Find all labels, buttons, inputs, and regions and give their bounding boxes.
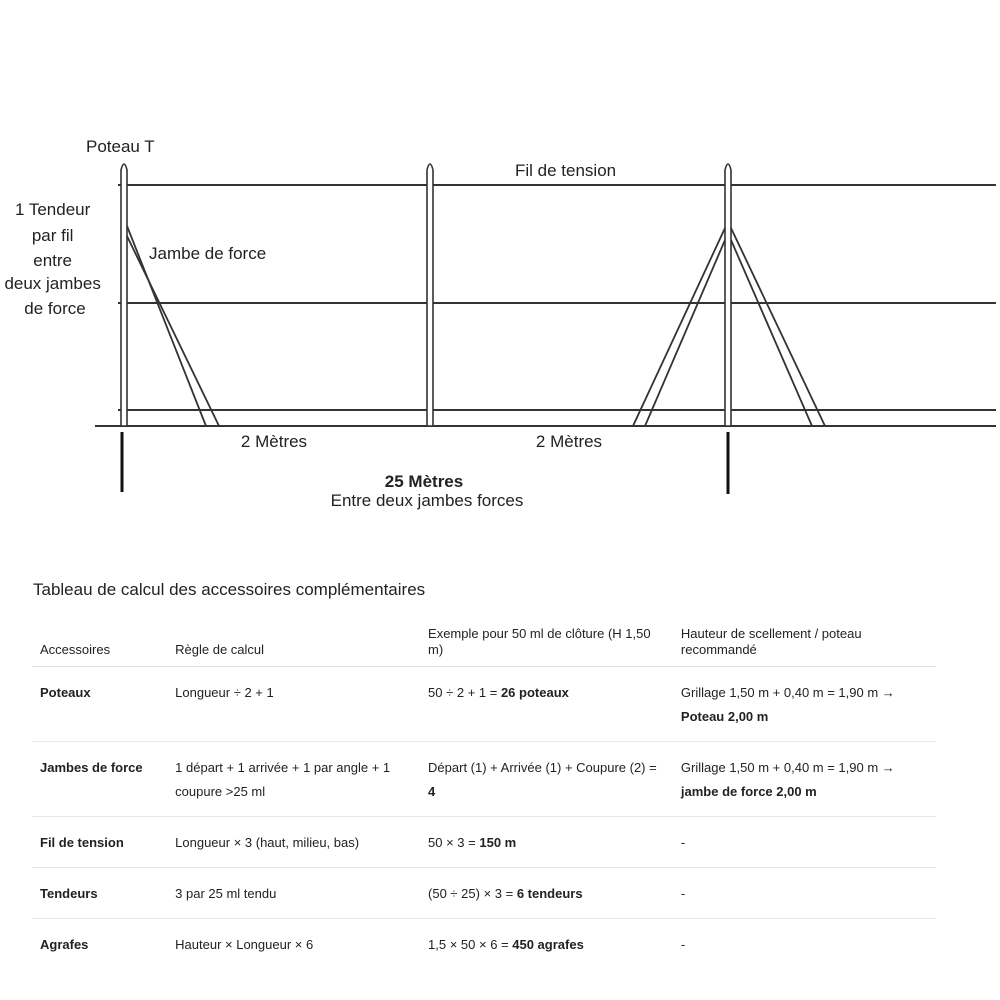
cell-accessory: Poteaux [32,667,167,742]
label-span-caption: Entre deux jambes forces [330,491,524,510]
cell-height [673,817,936,868]
height-text: - [680,835,686,850]
cell-height [673,919,936,970]
table-row [32,742,936,817]
cell-example [420,868,673,919]
cell-rule: Hauteur × Longueur × 6 [175,937,314,952]
brace-left-b [127,236,219,426]
cell-accessory: Jambes de force [32,742,167,817]
post-middle [427,164,433,426]
example-text: 50 × 3 = [428,835,480,850]
height-text: Grillage 1,50 m + 0,40 m = 1,90 m → [680,760,895,775]
cell-rule: Longueur × 3 (haut, milieu, bas) [167,817,420,868]
cell-rule: Longueur ÷ 2 + 1 [167,667,420,742]
example-text: 50 ÷ 2 + 1 = [428,685,501,700]
example-result: 4 [428,784,436,799]
brace-right-left-a [633,228,725,426]
table-row [32,919,936,970]
example-text: (50 ÷ 25) × 3 = [428,886,517,901]
example-text: Départ (1) + Arrivée (1) + Coupure (2) = [428,760,657,775]
cell-example [420,919,673,970]
cell-accessory: Fil de tension [32,817,167,868]
cell-example [420,817,673,868]
label-tendeur-note: 1 Tendeur par fil entre deux jambes de force [4,200,101,318]
example-result: 150 m [479,835,517,850]
post-left [121,164,127,426]
header-accessoires: Accessoires [32,622,167,667]
cell-example [420,667,673,742]
table-header-row [32,622,936,667]
cell-height [673,667,936,742]
height-result: jambe de force 2,00 m [680,784,817,799]
header-regle: Règle de calcul [167,622,420,667]
label-span-value: 25 Mètres [384,472,464,491]
cell-height [673,742,936,817]
cell-rule: 1 départ + 1 arrivée + 1 par angle + 1 coupure >25 ml [167,742,420,817]
height-text: - [680,886,686,901]
header-exemple: Exemple pour 50 ml de clôture (H 1,50 m) [420,622,673,667]
example-text: 1,5 × 50 × 6 = [428,937,513,952]
table-row [32,667,936,742]
label-distance-left: 2 Mètres [240,432,308,451]
table-title: Tableau de calcul des accessoires complémentaires [33,580,426,599]
example-result: 26 poteaux [500,685,569,700]
cell-example [420,742,673,817]
cell-accessory: Agrafes [40,937,89,952]
post-right [725,164,731,426]
brace-right-right-b [731,240,812,426]
example-result: 6 tendeurs [516,886,583,901]
cell-accessory: Tendeurs [32,868,167,919]
brace-right-right-a [731,228,825,426]
header-hauteur: Hauteur de scellement / poteau recommandé [673,622,936,667]
example-result: 450 agrafes [512,937,584,952]
label-poteau-t: Poteau T [86,137,155,156]
table-row [32,868,936,919]
height-text: - [680,937,686,952]
label-jambe-de-force: Jambe de force [149,244,267,263]
label-fil-de-tension: Fil de tension [515,161,617,180]
accessories-table [32,622,936,969]
brace-right-left-b [645,240,725,426]
table-row [32,817,936,868]
cell-height [673,868,936,919]
height-result: Poteau 2,00 m [680,709,769,724]
cell-rule: 3 par 25 ml tendu [167,868,420,919]
label-distance-right: 2 Mètres [535,432,603,451]
height-text: Grillage 1,50 m + 0,40 m = 1,90 m → [680,685,895,700]
